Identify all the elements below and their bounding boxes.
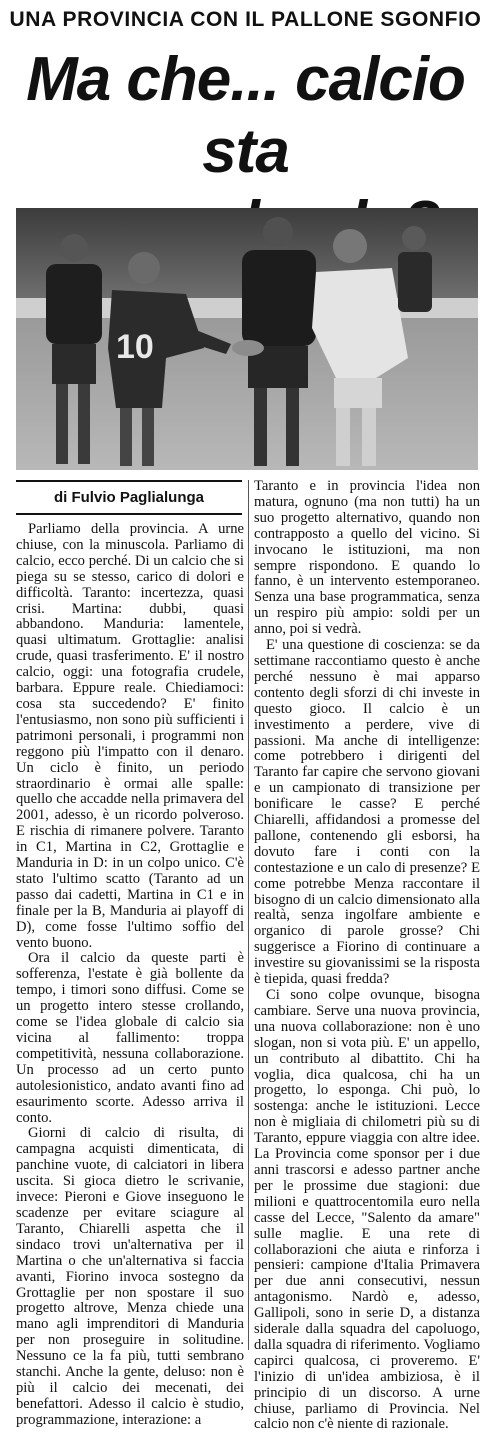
byline-rule-bottom (16, 513, 242, 515)
paragraph: Giorni di calcio di risulta, di campagna acquisti dimenticata, di panchine vuote, di calciatori in libera uscita. Si gioca dietro le scrivanie, invece: Pieroni e Giove inseguono le scadenze per evitare sciagure al Taranto, Chiarelli aspetta che il sindaco trovi un'alternativa per il Martina o che un'alternativa si faccia avanti, Fiorino invoca sostegno da Grottaglie per non spostare il suo progetto altrove, Menza chiede una mano agli imprenditori di Manduria per non proseguire in solitudine. Nessuno ce la fa più, tutti sembrano stanchi. Anche la gente, deluso: non è più il calcio dei mecenati, dei benefattori. Adesso il calcio è studio, programmazione, interazione: a (16, 1125, 244, 1428)
paragraph: Ci sono colpe ovunque, bisogna cambiare. Serve una nuova provincia, una nuova collaborazione: non è uno slogan, non si vota più. E' un appello, un contributo al dibattito. Chi ha voglia, dica qualcosa, chi ha un progetto, lo esponga. Chi può, lo sostenga: anche le istituzioni. Lecce non è migliaia di chilometri più su di Taranto, eppure viaggia con altre idee. La Provincia come sponsor per i due anni trascorsi e adesso partner anche per le prossime due stagioni: due milioni e quattrocentomila euro nella casse del Lecce, "Salento da amare" sulle maglie. E una rete di collaborazioni che aiuta e rinforza i pensieri: campione d'Italia Primavera per due anni consecutivi, nessun antagonismo. Nardò e, adesso, Gallipoli, sono in serie D, a distanza siderale dalla squadra del capoluogo, dalla squadra di riferimento. Vogliamo capirci qualcosa, ci proveremo. E' l'inizio di un'idea ambiziosa, è il principio di un discorso. A urne chiuse, parliamo di Provincia. Nel calcio non c'è niente di razionale. (254, 987, 480, 1433)
photo-illustration (16, 208, 478, 470)
paragraph: Taranto e in provincia l'idea non matura, ognuno (ma non tutti) ha un suo progetto alternativo, quando non contrapposto a quello del vicino. Si invocano le istituzioni, ma non sempre rispondono. E quando lo fanno, è un intervento estemporaneo. Senza una base programmatica, senza un respiro più ampio: soldi per un anno, poi si vedrà. (254, 478, 480, 638)
match-photo (16, 208, 478, 470)
handshake (232, 340, 264, 356)
byline-rule-top (16, 480, 242, 482)
byline: di Fulvio Paglialunga (53, 489, 204, 506)
kicker-headline: UNA PROVINCIA CON IL PALLONE SGONFIO (9, 8, 482, 31)
article-right-column (254, 479, 480, 1433)
headline-line-2: sta (202, 117, 289, 186)
article-left-column (16, 522, 244, 1429)
headline-line-1: Ma che... calcio (26, 45, 465, 114)
shirt-number-text: 10 (116, 328, 154, 366)
paragraph: E' una questione di coscienza: se da settimane raccontiamo questo è anche perché nessuno è mai apparso contento degli sforzi di chi investe in questo gioco. Il calcio è un investimento a perdere, vive di passioni. Ma anche di intelligenze: come potrebbero i dirigenti del Taranto far capire che servono giovani e un campionato di transizione per bonificare le casse? E perché Chiarelli, affidandosi a promesse del pallone, contenendo gli esborsi, ha dovuto fare i conti con la contestazione e un calo di presenze? E come potrebbe Menza raccontare il bisogno di un calcio dimensionato alla realtà, senza ingolfare ambiente e organico di parole grosse? Chi suggerisce a Fiorino di continuare a investire su giovanissimi se la risposta è tiepida, quasi fredda? (254, 637, 480, 988)
paragraph: Parliamo della provincia. A urne chiuse, con la minuscola. Parliamo di calcio, ecco perché. Di un calcio che si piega su se stesso, carico di dolori e difficoltà. Taranto: incertezza, quasi crisi. Martina: dubbi, quasi abbandono. Manduria: lamentele, quasi ultimatum. Grottaglie: analisi crude, quasi trasferimento. E' il nostro calcio, oggi: una fotografia crudele, barbara. Eppure reale. Chiediamoci: cosa sta succedendo? E' finito l'entusiasmo, non sono più sufficienti i patrimoni personali, i programmi non reggono più l'impatto con il denaro. Un ciclo è finito, un periodo straordinario è ormai alle spalle: quello che accadde nella primavera del 2001, adesso, è un ricordo polveroso. E rischia di rimanere polvere. Taranto in C1, Martina in C2, Grottaglie e Manduria in D: in un colpo unico. C'è stato l'ultimo scatto (Taranto ad un passo dai cadetti, Martina in C1 e in finale per la B, Manduria ai playoff di D), come fosse l'ultimo soffio del vento buono. (16, 521, 244, 951)
column-divider (248, 480, 249, 1350)
paragraph: Ora il calcio da queste parti è sofferenza, l'estate è già bollente da tempo, i timori sono diffusi. Come se un progetto intero stesse crollando, come se l'idea globale di calcio sia vicina al fallimento: troppa competitività, nessuna collaborazione. Un processo ad un certo punto autolesionistico, andato avanti fino ad esaurimento scorte. Adesso arriva il conto. (16, 950, 244, 1126)
